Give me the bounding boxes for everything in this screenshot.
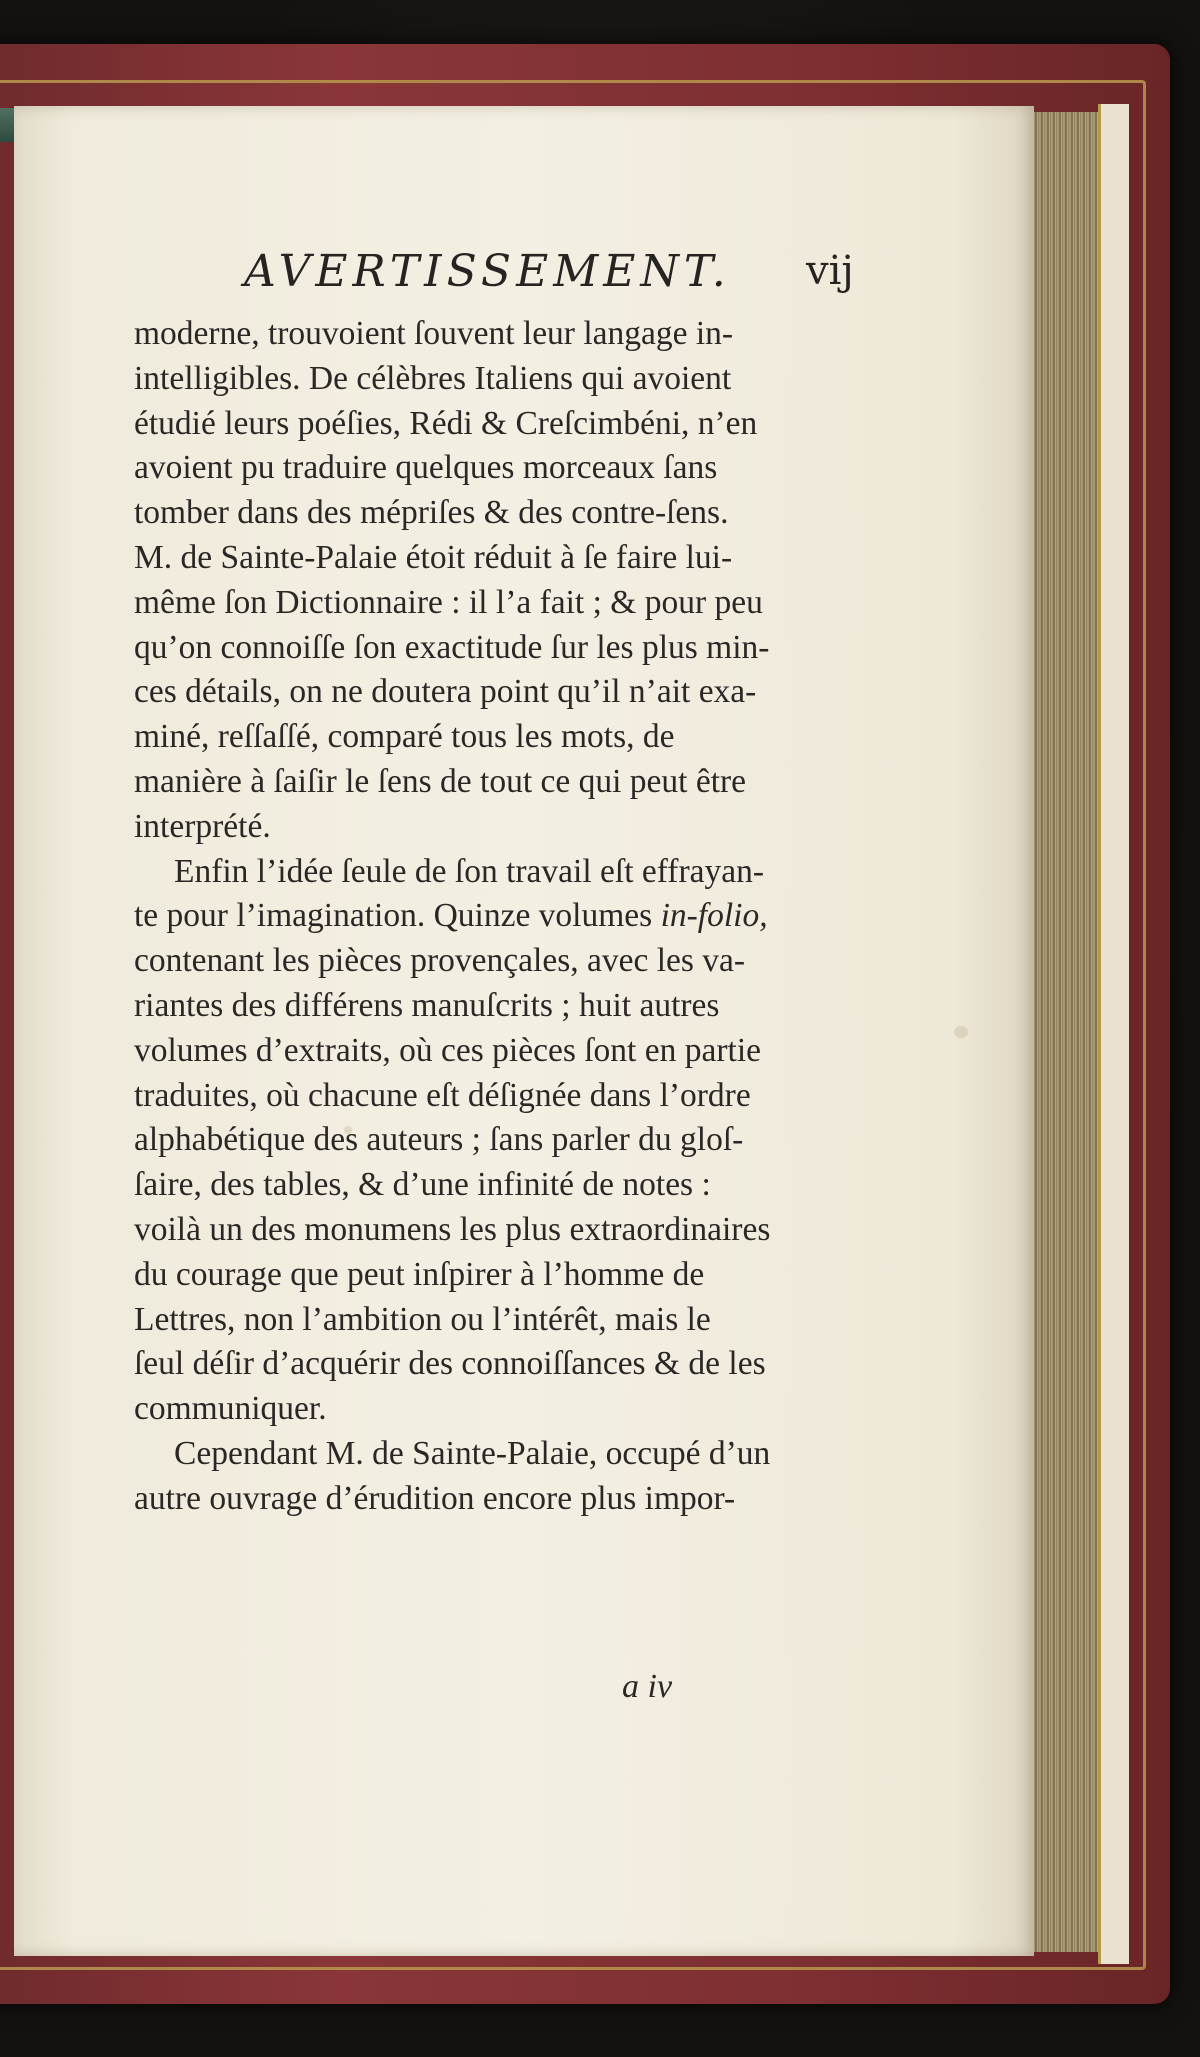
page-number: vij — [806, 248, 854, 294]
paragraph-1 — [134, 312, 869, 850]
text-line: manière à ſaiſir le ſens de tout ce qui peut être — [134, 762, 747, 800]
text-line: communiquer. — [134, 1390, 327, 1428]
text-line: te pour l’imagination. Quinze volumes in-folio, — [134, 897, 768, 935]
text-line: riantes des différens manuſcrits ; huit autres — [134, 986, 720, 1024]
text-line: qu’on connoiſſe ſon exactitude ſur les plus min- — [134, 628, 770, 666]
text-line: intelligibles. De célèbres Italiens qui avoient — [134, 359, 732, 397]
text-line: alphabétique des auteurs ; ſans parler du gloſ- — [134, 1121, 744, 1159]
text-line: tomber dans des mépriſes & des contre-ſens. — [134, 494, 729, 532]
text-line: traduites, où chacune eſt déſignée dans l’ordre — [134, 1076, 751, 1114]
text-line: voilà un des monumens les plus extraordinaires — [134, 1210, 771, 1248]
text-line: ſaire, des tables, & d’une infinité de notes : — [134, 1166, 711, 1204]
running-head: AVERTISSEMENT. — [244, 246, 731, 297]
text-line: Lettres, non l’ambition ou l’intérêt, mais le — [134, 1300, 711, 1338]
text-line: volumes d’extraits, où ces pièces ſont en partie — [134, 1031, 761, 1069]
paragraph-3 — [134, 1432, 869, 1522]
paragraph-2 — [134, 850, 869, 1432]
text-line: étudié leurs poéſies, Rédi & Creſcimbéni, n’en — [134, 404, 758, 442]
text-line: Enfin l’idée ſeule de ſon travail eſt effrayan- — [174, 852, 765, 890]
text-line: contenant les pièces provençales, avec les va- — [134, 942, 746, 980]
text-line: Cependant M. de Sainte-Palaie, occupé d’un — [174, 1434, 771, 1472]
body-text — [134, 312, 869, 1522]
text-line: ſeul déſir d’acquérir des connoiſſances & de les — [134, 1345, 766, 1383]
text-line: ces détails, on ne doutera point qu’il n’ait exa- — [134, 673, 757, 711]
text-line: miné, reſſaſſé, comparé tous les mots, de — [134, 718, 675, 756]
foxing-spot — [954, 1026, 968, 1038]
text-line: même ſon Dictionnaire : il l’a fait ; & pour peu — [134, 583, 763, 621]
text-line: du courage que peut inſpirer à l’homme de — [134, 1255, 705, 1293]
text-line: interprété. — [134, 807, 271, 845]
text-line: avoient pu traduire quelques morceaux ſans — [134, 449, 718, 487]
endpaper-edge — [1098, 104, 1129, 1964]
text-line: moderne, trouvoient ſouvent leur langage in- — [134, 315, 734, 352]
text-line: M. de Sainte-Palaie étoit réduit à ſe faire lui- — [134, 538, 733, 576]
signature-mark: a iv — [622, 1668, 673, 1705]
book-page — [14, 106, 1034, 1956]
text-line: autre ouvrage d’érudition encore plus impor- — [134, 1479, 736, 1517]
